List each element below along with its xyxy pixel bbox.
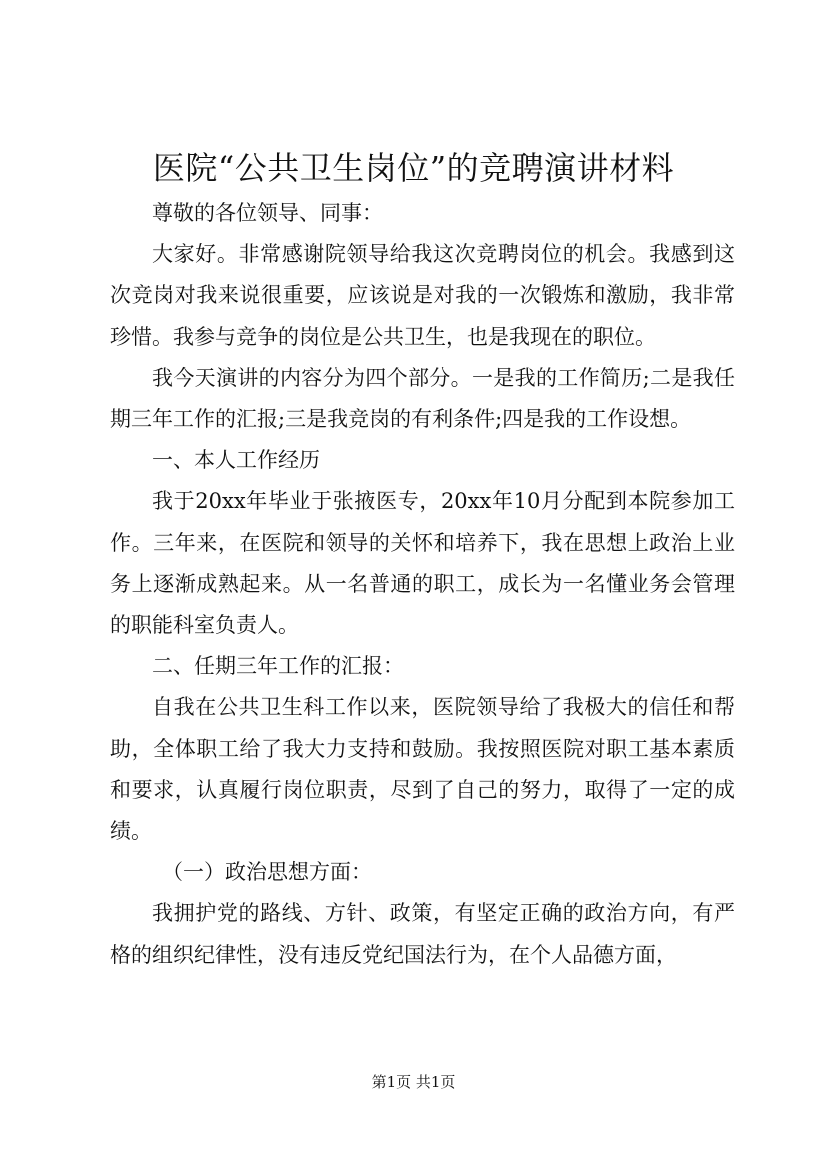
paragraph-outline: 我今天演讲的内容分为四个部分。一是我的工作简历;二是我任期三年工作的汇报;三是我竞岗的有利条件;四是我的工作设想。 [110,365,735,432]
document-body [110,193,735,976]
paragraph-greeting: 大家好。非常感谢院领导给我这次竞聘岗位的机会。我感到这次竞岗对我来说很重要，应该说是对我的一次锻炼和激励，我非常珍惜。我参与竞争的岗位是公共卫生，也是我现在的职位。 [110,242,735,349]
paragraph-political: 我拥护党的路线、方针、政策，有坚定正确的政治方向，有严格的组织纪律性，没有违反党纪国法行为，在个人品德方面， [110,901,735,967]
paragraph-work-experience: 我于20xx年毕业于张掖医专，20xx年10月分配到本院参加工作。三年来，在医院和领导的关怀和培养下，我在思想上政治上业务上逐渐成熟起来。从一名普通的职工，成长为一名懂业务会管理的职能科室负责人。 [110,489,735,638]
page-footer: 第1页 共1页 [371,1073,456,1091]
section-heading-work-experience: 一、本人工作经历 [152,448,320,473]
salutation: 尊敬的各位领导、同事： [152,201,383,225]
subsection-heading-political: （一）政治思想方面： [162,860,372,885]
section-heading-work-report: 二、任期三年工作的汇报： [152,654,404,679]
paragraph-work-report: 自我在公共卫生科工作以来，医院领导给了我极大的信任和帮助，全体职工给了我大力支持和鼓励。我按照医院对职工基本素质和要求，认真履行岗位职责，尽到了自己的努力，取得了一定的成绩。 [110,695,735,844]
document-title: 医院“公共卫生岗位”的竞聘演讲材料 [152,149,675,187]
